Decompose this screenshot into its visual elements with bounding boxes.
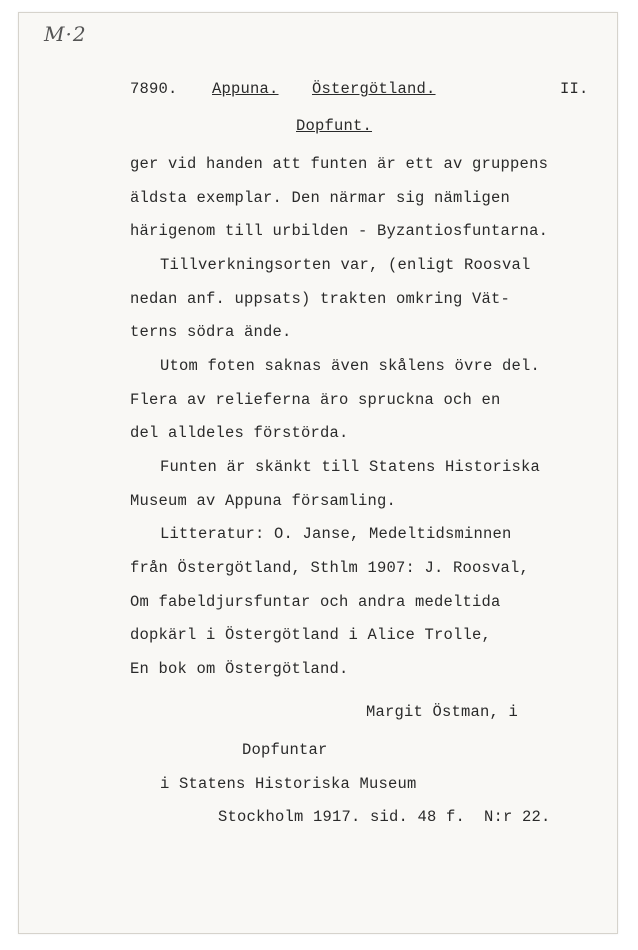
body-line: härigenom till urbilden - Byzantiosfuntarna. (130, 222, 549, 240)
body-line: del alldeles förstörda. (130, 424, 349, 442)
source-institution: i Statens Historiska Museum (160, 775, 417, 793)
body-line: En bok om Östergötland. (130, 660, 349, 678)
body-line: terns södra ände. (130, 323, 292, 341)
body-line: Flera av relieferna äro spruckna och en (130, 391, 501, 409)
source-title: Dopfuntar (242, 741, 328, 759)
body-line: från Östergötland, Sthlm 1907: J. Roosval, (130, 559, 530, 577)
body-line: Litteratur: O. Janse, Medeltidsminnen (160, 525, 512, 543)
source-reference: Stockholm 1917. sid. 48 f. N:r 22. (218, 808, 551, 826)
body-line: Museum av Appuna församling. (130, 492, 397, 510)
province-name: Östergötland. (312, 80, 436, 98)
body-line: dopkärl i Östergötland i Alice Trolle, (130, 626, 492, 644)
body-line: Utom foten saknas även skålens övre del. (160, 357, 541, 375)
handwritten-mark: M·2 (44, 22, 87, 46)
body-line: Funten är skänkt till Statens Historiska (160, 458, 541, 476)
place-name: Appuna. (212, 80, 279, 98)
signature: Margit Östman, i (366, 703, 519, 721)
body-line: äldsta exemplar. Den närmar sig nämligen (130, 189, 511, 207)
page-number: II. (560, 80, 589, 98)
body-line: ger vid handen att funten är ett av gruppens (130, 155, 549, 173)
catalog-number: 7890. (130, 80, 178, 98)
body-line: Om fabeldjursfuntar och andra medeltida (130, 593, 501, 611)
body-line: Tillverkningsorten var, (enligt Roosval (160, 256, 531, 274)
body-line: nedan anf. uppsats) trakten omkring Vät- (130, 290, 511, 308)
subtitle: Dopfunt. (296, 117, 373, 135)
